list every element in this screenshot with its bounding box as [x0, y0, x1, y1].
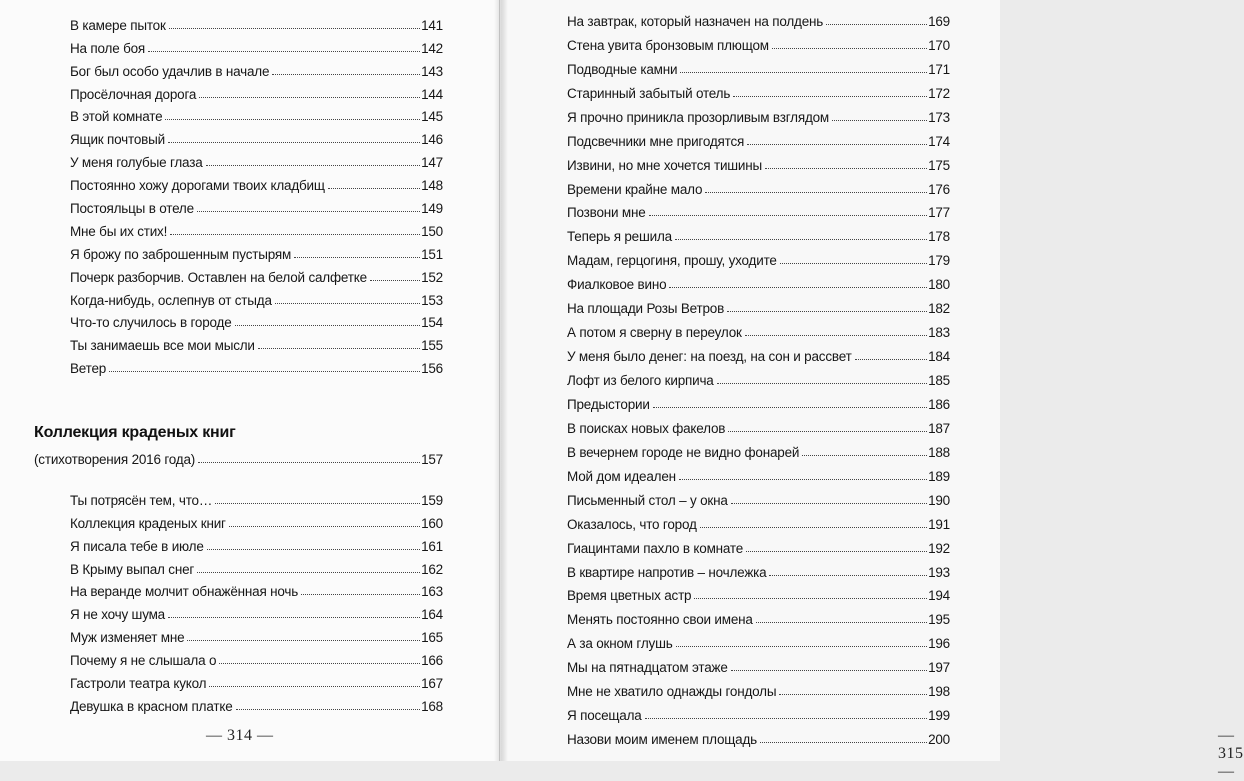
page-number: — 314 —: [206, 727, 274, 744]
toc-entry: [70, 355, 443, 378]
dot-leader: [826, 24, 927, 25]
toc-entry: [70, 12, 443, 35]
entry-title: А за окном глушь: [567, 636, 673, 652]
entry-page: 146: [421, 132, 443, 148]
entry-page: 180: [928, 277, 950, 293]
toc-entry: [70, 264, 443, 287]
toc-entry: [70, 693, 443, 716]
entry-title: Менять постоянно свои имена: [567, 612, 753, 628]
entry-title: Я прочно приникла прозорливым взглядом: [567, 109, 830, 125]
dot-leader: [802, 455, 927, 456]
dot-leader: [169, 28, 420, 29]
dot-leader: [653, 407, 927, 408]
toc-entry: [70, 241, 443, 264]
toc-entry: [567, 79, 950, 103]
section-subtitle-entry: [34, 446, 443, 469]
entry-title: Старинный забытый отель: [567, 85, 731, 101]
toc-entry: [567, 103, 950, 127]
entry-title: Ветер: [70, 361, 107, 377]
entry-page: 196: [928, 636, 950, 652]
entry-title: Гиацинтами пахло в комнате: [567, 540, 744, 556]
entry-title: На завтрак, который назначен на полдень: [567, 13, 824, 29]
dot-leader: [649, 215, 927, 216]
entry-title: Мы на пятнадцатом этаже: [567, 660, 728, 676]
entry-title: Почему я не слышала о: [70, 653, 217, 669]
dot-leader: [765, 168, 927, 169]
toc-entry: [567, 270, 950, 294]
toc-entry: [70, 218, 443, 241]
entry-page: 149: [421, 201, 443, 217]
toc-entry: [70, 58, 443, 81]
dot-leader: [855, 359, 928, 360]
toc-entry: [567, 582, 950, 606]
dot-leader: [728, 431, 927, 432]
entry-page: 155: [421, 338, 443, 354]
entry-page: 193: [928, 564, 950, 580]
entry-page: 191: [928, 516, 950, 532]
entry-page: 148: [421, 178, 443, 194]
page-number: — 315 —: [1218, 727, 1244, 780]
toc-entry: [567, 366, 950, 390]
entry-page: 161: [421, 538, 443, 554]
entry-title: У меня было денег: на поезд, на сон и рассвет: [567, 349, 852, 365]
entry-page: 176: [928, 181, 950, 197]
dot-leader: [165, 119, 420, 120]
entry-title: Мне бы их стих!: [70, 223, 168, 239]
entry-title: Времени крайне мало: [567, 181, 703, 197]
entry-page: 187: [928, 420, 950, 436]
toc-entry: [567, 175, 950, 199]
entry-title: Оказалось, что город: [567, 516, 697, 532]
entry-page: 152: [421, 269, 443, 285]
toc-entry: [70, 35, 443, 58]
toc-entry: [70, 579, 443, 602]
toc-entry: [567, 701, 950, 725]
dot-leader: [215, 503, 420, 504]
toc-entry: [70, 81, 443, 104]
entry-title: Ты потрясён тем, что…: [70, 492, 213, 508]
dot-leader: [769, 575, 927, 576]
entry-title: Я писала тебе в июле: [70, 538, 204, 554]
toc-entry: [567, 725, 950, 749]
entry-page: 190: [928, 492, 950, 508]
entry-title: Ты занимаешь все мои мысли: [70, 338, 255, 354]
dot-leader: [756, 622, 927, 623]
entry-title: Когда-нибудь, ослепнув от стыда: [70, 292, 272, 308]
dot-leader: [148, 51, 420, 52]
entry-page: 165: [421, 630, 443, 646]
entry-title: Почерк разборчив. Оставлен на белой салфетке: [70, 269, 367, 285]
toc-entry: [567, 558, 950, 582]
entry-title: Ящик почтовый: [70, 132, 165, 148]
dot-leader: [747, 144, 927, 145]
section-heading: Коллекция краденых книг: [34, 424, 236, 441]
entry-title: На поле боя: [70, 40, 146, 56]
toc-entry: [70, 126, 443, 149]
entry-page: 164: [421, 607, 443, 623]
toc-entry: [70, 670, 443, 693]
entry-page: 170: [928, 37, 950, 53]
entry-title: Мне не хватило однажды гондолы: [567, 684, 777, 700]
toc-entry: [70, 533, 443, 556]
dot-leader: [832, 120, 927, 121]
dot-leader: [206, 165, 421, 166]
dot-leader: [197, 572, 420, 573]
entry-title: Лофт из белого кирпича: [567, 373, 714, 388]
dot-leader: [727, 311, 927, 312]
entry-page: 182: [928, 301, 950, 317]
entry-page: 150: [421, 223, 443, 239]
entry-title: А потом я сверну в переулок: [567, 325, 742, 341]
entry-title: Девушка в красном платке: [70, 698, 233, 714]
dot-leader: [733, 96, 927, 97]
entry-page: 200: [928, 732, 950, 748]
entry-page: 151: [421, 246, 443, 262]
toc-entry: [567, 510, 950, 534]
dot-leader: [170, 234, 420, 235]
toc-entry: [70, 601, 443, 624]
dot-leader: [229, 526, 420, 527]
toc-entry: [567, 677, 950, 701]
toc-entry: [567, 7, 950, 31]
entry-page: 173: [928, 109, 950, 125]
entry-page: 199: [928, 708, 950, 724]
entry-page: 189: [928, 468, 950, 484]
entry-page: 175: [928, 157, 950, 173]
entry-title: (стихотворения 2016 года): [34, 451, 196, 467]
toc-entry: [70, 287, 443, 310]
dot-leader: [676, 646, 928, 647]
toc-entry: [70, 556, 443, 579]
toc-entry: [567, 414, 950, 438]
entry-page: 185: [928, 373, 950, 388]
entry-page: 157: [421, 451, 443, 467]
entry-title: Подводные камни: [567, 61, 678, 77]
entry-title: Коллекция краденых книг: [70, 515, 226, 531]
entry-title: Мой дом идеален: [567, 468, 676, 484]
entry-title: Фиалковое вино: [567, 277, 667, 293]
entry-page: 147: [421, 155, 443, 171]
toc-entry: [567, 222, 950, 246]
toc-entry: [567, 246, 950, 270]
dot-leader: [328, 188, 420, 189]
dot-leader: [780, 263, 927, 264]
entry-page: 186: [928, 396, 950, 412]
entry-title: Время цветных астр: [567, 588, 692, 604]
toc-entry: [567, 151, 950, 175]
entry-title: В этой комнате: [70, 109, 163, 125]
dot-leader: [275, 303, 420, 304]
entry-title: В камере пыток: [70, 17, 166, 33]
toc-entry: [70, 195, 443, 218]
entry-page: 167: [421, 676, 443, 692]
entry-page: 142: [421, 40, 443, 56]
entry-title: Стена увита бронзовым плющом: [567, 37, 769, 53]
entry-page: 159: [421, 492, 443, 508]
toc-entry: [567, 629, 950, 653]
entry-title: Я посещала: [567, 708, 642, 724]
dot-leader: [679, 479, 927, 480]
toc-entry: [70, 332, 443, 355]
dot-leader: [198, 462, 420, 463]
entry-title: Я не хочу шума: [70, 607, 165, 623]
entry-page: 145: [421, 109, 443, 125]
toc-entry: [567, 390, 950, 414]
toc-entry: [70, 647, 443, 670]
entry-page: 163: [421, 584, 443, 600]
entry-page: 153: [421, 292, 443, 308]
dot-leader: [197, 211, 420, 212]
dot-leader: [731, 670, 927, 671]
toc-entry: [567, 605, 950, 629]
toc-entry: [70, 624, 443, 647]
dot-leader: [187, 640, 420, 641]
entry-page: 141: [421, 17, 443, 33]
dot-leader: [772, 48, 927, 49]
entry-page: 192: [928, 540, 950, 556]
entry-title: У меня голубые глаза: [70, 155, 203, 171]
dot-leader: [301, 594, 420, 595]
toc-entry: [567, 31, 950, 55]
entry-title: Я брожу по заброшенным пустырям: [70, 246, 292, 262]
dot-leader: [294, 257, 420, 258]
entry-title: Назови моим именем площадь: [567, 732, 757, 748]
entry-page: 156: [421, 361, 443, 377]
entry-title: Подсвечники мне пригодятся: [567, 133, 745, 149]
entry-title: В квартире напротив – ночлежка: [567, 564, 767, 580]
entry-title: В вечернем городе не видно фонарей: [567, 444, 800, 460]
dot-leader: [717, 383, 927, 384]
dot-leader: [746, 551, 927, 552]
dot-leader: [236, 709, 421, 710]
dot-leader: [272, 74, 420, 75]
entry-title: Гастроли театра кукол: [70, 676, 207, 692]
entry-title: Позвони мне: [567, 205, 646, 221]
entry-title: Бог был особо удачлив в начале: [70, 63, 270, 79]
toc-entry: [567, 55, 950, 79]
toc-entry: [567, 199, 950, 223]
entry-page: 172: [928, 85, 950, 101]
entry-title: Теперь я решила: [567, 229, 672, 245]
toc-entry: [70, 487, 443, 510]
dot-leader: [779, 694, 927, 695]
entry-title: Постоянно хожу дорогами твоих кладбищ: [70, 178, 325, 194]
entry-page: 198: [928, 684, 950, 700]
entry-title: Письменный стол – у окна: [567, 492, 728, 508]
toc-entry: [567, 486, 950, 510]
toc-entry: [70, 172, 443, 195]
entry-page: 195: [928, 612, 950, 628]
entry-title: В поисках новых факелов: [567, 420, 726, 436]
entry-page: 160: [421, 515, 443, 531]
toc-entry: [70, 510, 443, 533]
toc-entry: [567, 294, 950, 318]
dot-leader: [675, 239, 927, 240]
dot-leader: [207, 549, 420, 550]
dot-leader: [745, 335, 927, 336]
entry-title: Что-то случилось в городе: [70, 315, 232, 331]
entry-page: 162: [421, 561, 443, 577]
dot-leader: [168, 617, 420, 618]
dot-leader: [700, 527, 927, 528]
entry-page: 143: [421, 63, 443, 79]
entry-page: 169: [928, 13, 950, 29]
dot-leader: [731, 503, 927, 504]
entry-page: 179: [928, 253, 950, 269]
entry-page: 183: [928, 325, 950, 341]
dot-leader: [680, 72, 927, 73]
toc-entry: [567, 438, 950, 462]
dot-leader: [370, 280, 420, 281]
toc-entry: [70, 149, 443, 172]
dot-leader: [199, 97, 420, 98]
entry-page: 166: [421, 653, 443, 669]
dot-leader: [219, 663, 420, 664]
entry-page: 188: [928, 444, 950, 460]
dot-leader: [694, 598, 927, 599]
toc-entry: [567, 534, 950, 558]
toc-entry: [567, 462, 950, 486]
entry-title: На веранде молчит обнажённая ночь: [70, 584, 299, 600]
toc-entry: [567, 342, 950, 366]
dot-leader: [760, 742, 927, 743]
entry-page: 197: [928, 660, 950, 676]
entry-title: Извини, но мне хочется тишины: [567, 157, 763, 173]
entry-title: Муж изменяет мне: [70, 630, 185, 646]
left-page: [0, 0, 500, 761]
entry-page: 184: [928, 349, 950, 365]
toc-entry: [567, 653, 950, 677]
entry-page: 171: [928, 61, 950, 77]
dot-leader: [109, 371, 420, 372]
dot-leader: [209, 686, 420, 687]
dot-leader: [235, 325, 421, 326]
entry-page: 177: [928, 205, 950, 221]
entry-title: Предыстории: [567, 396, 650, 412]
entry-title: Мадам, герцогиня, прошу, уходите: [567, 253, 777, 269]
dot-leader: [258, 348, 420, 349]
entry-page: 174: [928, 133, 950, 149]
toc-entry: [70, 310, 443, 333]
entry-page: 168: [421, 698, 443, 714]
toc-entry: [567, 127, 950, 151]
toc-list-right: [567, 7, 950, 749]
toc-entry: [567, 318, 950, 342]
entry-title: Постояльцы в отеле: [70, 201, 194, 217]
dot-leader: [168, 142, 420, 143]
entry-page: 144: [421, 86, 443, 102]
entry-page: 178: [928, 229, 950, 245]
entry-page: 194: [928, 588, 950, 604]
toc-list-bottom: [70, 487, 443, 716]
entry-title: На площади Розы Ветров: [567, 301, 725, 317]
toc-list-top: [70, 12, 443, 378]
dot-leader: [705, 192, 927, 193]
entry-title: В Крыму выпал снег: [70, 561, 195, 577]
entry-page: 154: [421, 315, 443, 331]
entry-title: Просёлочная дорога: [70, 86, 197, 102]
toc-entry: [70, 104, 443, 127]
dot-leader: [645, 718, 927, 719]
dot-leader: [669, 287, 927, 288]
